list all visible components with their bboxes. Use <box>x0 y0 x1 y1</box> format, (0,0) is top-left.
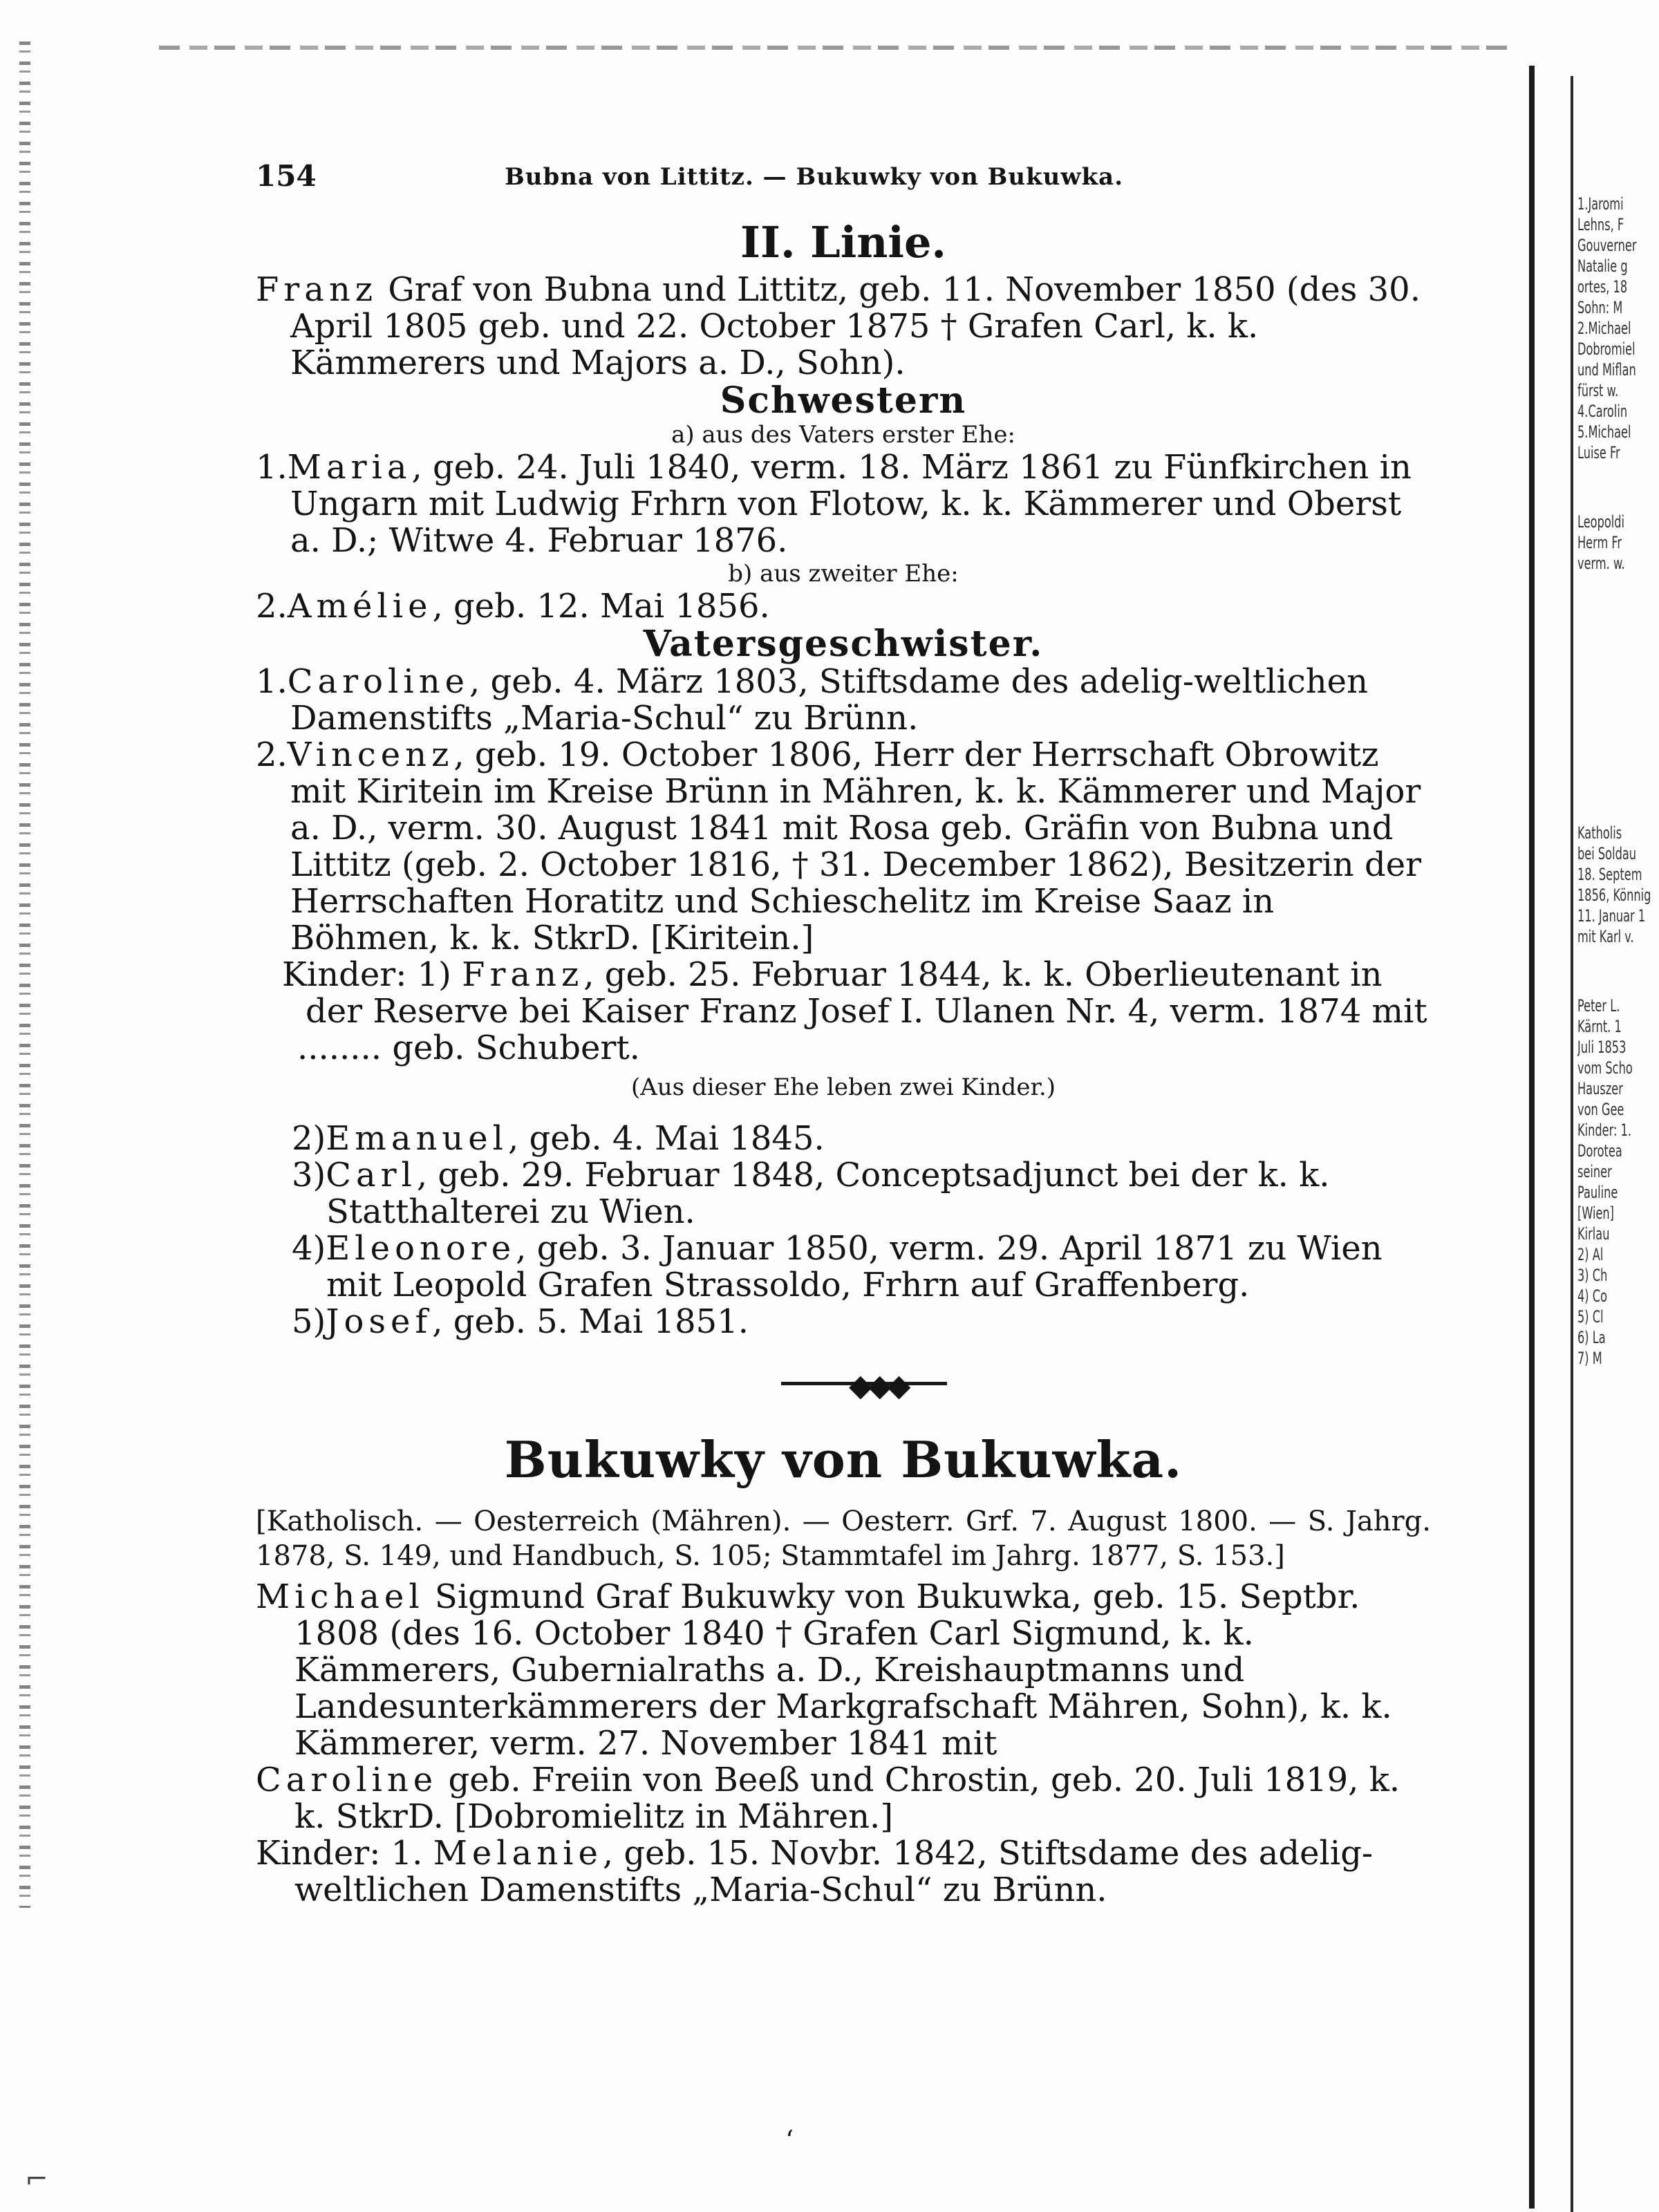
child-number: 3) <box>292 1156 326 1194</box>
section-title-line: II. Linie. <box>740 217 946 268</box>
family-title: Bukuwky von Bukuwka. <box>504 1430 1183 1489</box>
facing-page-line: Lehns, F <box>1577 215 1624 234</box>
child-number: 2) <box>292 1119 326 1158</box>
facing-page-line: verm. w. <box>1577 554 1625 573</box>
head-text: Sigmund Graf Bukuwky von Bukuwka, geb. 15. Septbr. 1808 (des 16. October 1840 † Grafen Carl Sigmund, k. k. Kämmerers, Gubernialraths a. D., Kreishauptmanns und Landesunterkämmerers der Markgrafschaft Mähren, Sohn), k. k. Kämmerer, verm. 27. November 1841 mit <box>294 1577 1392 1763</box>
running-header <box>256 159 1431 207</box>
scan-edge-top <box>159 46 1507 50</box>
child-text: , geb. 15. Novbr. 1842, Stiftsdame des adelig-weltlichen Damenstifts „Maria-Schul“ zu Brünn. <box>294 1834 1374 1909</box>
child-text: , geb. 5. Mai 1851. <box>432 1302 749 1341</box>
facing-page-line: 4.Carolin <box>1577 402 1628 421</box>
facing-page-line: 1856, Könnig <box>1577 885 1651 905</box>
facing-page-line: bei Soldau <box>1577 844 1637 863</box>
sister-name: Maria <box>287 448 412 487</box>
sister-entry <box>256 588 1431 625</box>
sisters-first-marriage: a) aus des Vaters erster Ehe: <box>671 421 1015 449</box>
children-label: Kinder: <box>256 1834 381 1873</box>
head-name: Franz <box>256 270 378 309</box>
facing-page-line: 11. Januar 1 <box>1577 906 1646 926</box>
sibling-name: Vincenz <box>287 735 454 774</box>
child-text: , geb. 29. Februar 1848, Conceptsadjunct bei der k. k. Statthalterei zu Wien. <box>326 1156 1330 1231</box>
child-entry <box>256 1304 1431 1340</box>
facing-page-line: Leopoldi <box>1577 512 1625 532</box>
facing-page-line: 1.Jaromi <box>1577 194 1624 214</box>
scan-edge-left <box>19 41 30 1908</box>
child-name: Eleonore <box>326 1229 516 1268</box>
facing-page-line: Herm Fr <box>1577 533 1622 552</box>
facing-page-rule <box>1571 76 1573 2212</box>
child-name: Melanie <box>433 1834 603 1873</box>
child-name: Emanuel <box>326 1119 509 1158</box>
child-name: Carl <box>326 1156 417 1194</box>
sibling-entry <box>256 737 1431 957</box>
children-label: Kinder: <box>282 955 407 994</box>
facing-page-line: 7) M <box>1577 1349 1602 1368</box>
facing-page-line: 2) Al <box>1577 1245 1604 1264</box>
facing-page-line: Katholis <box>1577 823 1622 843</box>
head-entry <box>256 1579 1431 1762</box>
children-entry <box>256 957 1431 1030</box>
child-number: 1. <box>380 1834 433 1873</box>
facing-page-line: seiner <box>1577 1162 1612 1181</box>
facing-page-line: Dorotea <box>1577 1141 1622 1161</box>
facing-page-line: Gouverner <box>1577 236 1637 255</box>
page-gutter-rule <box>1529 66 1535 2209</box>
facing-page-line: ortes, 18 <box>1577 277 1628 297</box>
facing-page-line: [Wien] <box>1577 1203 1614 1223</box>
facing-page-line: Dobromiel <box>1577 339 1635 359</box>
child-note: (Aus dieser Ehe leben zwei Kinder.) <box>630 1074 1056 1101</box>
sibling-name: Caroline <box>287 662 470 701</box>
sister-entry <box>256 449 1431 559</box>
facing-page-line: Pauline <box>1577 1183 1618 1202</box>
child-entry <box>256 1121 1431 1157</box>
facing-page-line: Kirlau <box>1577 1224 1610 1244</box>
facing-page-fragment <box>1577 194 1659 1922</box>
facing-page-lines <box>1577 194 1659 1369</box>
page-number: 154 <box>256 159 317 193</box>
child-text: , geb. 3. Januar 1850, verm. 29. April 1871 zu Wien mit Leopold Grafen Strassoldo, Frhrn auf Graffenberg. <box>326 1229 1382 1304</box>
wife-entry <box>256 1762 1431 1835</box>
sibling-number: 1. <box>256 662 288 701</box>
facing-page-line: mit Karl v. <box>1577 927 1634 946</box>
children-entry <box>256 1835 1431 1909</box>
sister-number: 1. <box>256 448 288 487</box>
paternal-siblings-heading: Vatersgeschwister. <box>643 623 1044 665</box>
corner-mark: ⌐ <box>25 2164 48 2195</box>
child-entry <box>256 1230 1431 1304</box>
sister-name: Amélie <box>287 587 433 626</box>
child-name: Josef <box>326 1302 433 1341</box>
sibling-text: , geb. 19. October 1806, Herr der Herrschaft Obrowitz mit Kiritein im Kreise Brünn in Mähren, k. k. Kämmerer und Major a. D., verm. 30. August 1841 mit Rosa geb. Gräfin von Bubna und Littitz (geb. 2. October 1816, † 31. December 1862), Besitzerin der Herrschaften Horatitz und Schieschelitz im Kreise Saaz in Böhmen, k. k. StkrD. [Kiritein.] <box>290 735 1422 957</box>
child-number: 4) <box>292 1229 326 1268</box>
facing-page-line: von Gee <box>1577 1100 1624 1119</box>
sister-text: , geb. 12. Mai 1856. <box>432 587 770 626</box>
wife-text: geb. Freiin von Beeß und Chrostin, geb. 20. Juli 1819, k. k. StkrD. [Dobromielitz in Mähren.] <box>294 1761 1400 1836</box>
footer-mark: ‘ <box>785 2125 794 2155</box>
section-divider <box>256 1340 1431 1423</box>
facing-page-line: Juli 1853 <box>1577 1038 1627 1057</box>
head-entry <box>256 272 1431 382</box>
sister-text: , geb. 24. Juli 1840, verm. 18. März 1861 zu Fünfkirchen in Ungarn mit Ludwig Frhrn von Flotow, k. k. Kämmerer und Oberst a. D.; Witwe 4. Februar 1876. <box>290 448 1412 560</box>
facing-page-line: fürst w. <box>1577 381 1619 400</box>
family-info: [Katholisch. — Oesterreich (Mähren). — Oesterr. Grf. 7. August 1800. — S. Jahrg. 1878, S. 149, und Handbuch, S. 105; Stammtafel im Jahrg. 1877, S. 153.] <box>256 1506 1431 1572</box>
facing-page-line: Hauszer <box>1577 1079 1623 1098</box>
head-text: Graf von Bubna und Littitz, geb. 11. November 1850 (des 30. April 1805 geb. und 22. October 1875 † Grafen Carl, k. k. Kämmerers und Majors a. D., Sohn). <box>290 270 1421 382</box>
child-number: 1) <box>406 955 462 994</box>
child-number: 5) <box>292 1302 326 1341</box>
head-name: Michael <box>256 1577 424 1616</box>
facing-page-line: Natalie g <box>1577 256 1628 276</box>
facing-page-line: Sohn: M <box>1577 298 1623 317</box>
facing-page-line: 2.Michael <box>1577 319 1631 338</box>
wife-name: Caroline <box>256 1761 438 1799</box>
running-title: Bubna von Littitz. — Bukuwky von Bukuwka. <box>505 163 1124 191</box>
sisters-heading: Schwestern <box>720 379 967 422</box>
child-name: Franz <box>462 955 584 994</box>
facing-page-line: 6) La <box>1577 1328 1606 1347</box>
facing-page-line: 18. Septem <box>1577 865 1642 884</box>
child-text: , geb. 4. Mai 1845. <box>508 1119 825 1158</box>
facing-page-line: 5) Cl <box>1577 1307 1604 1327</box>
child-entry <box>256 1157 1431 1230</box>
facing-page-line: 3) Ch <box>1577 1266 1608 1285</box>
divider-ornament-icon: ◆◆◆ <box>849 1368 907 1403</box>
page-content <box>256 159 1431 1909</box>
sister-number: 2. <box>256 587 288 626</box>
facing-page-line: Peter L. <box>1577 996 1620 1015</box>
child-text: , geb. 25. Februar 1844, k. k. Oberlieutenant in der Reserve bei Kaiser Franz Josef I. Ulanen Nr. 4, verm. 1874 mit <box>306 955 1427 1031</box>
facing-page-line: Kinder: 1. <box>1577 1121 1632 1140</box>
sibling-number: 2. <box>256 735 288 774</box>
facing-page-line: 4) Co <box>1577 1286 1607 1306</box>
facing-page-line: vom Scho <box>1577 1058 1633 1078</box>
facing-page-line: und Miflan <box>1577 360 1636 379</box>
sisters-second-marriage: b) aus zweiter Ehe: <box>728 560 959 588</box>
sibling-text: , geb. 4. März 1803, Stiftsdame des adelig-weltlichen Damenstifts „Maria-Schul“ zu Brünn. <box>290 662 1368 738</box>
sibling-entry <box>256 664 1431 737</box>
facing-page-line: Luise Fr <box>1577 443 1620 462</box>
child-spouse: ........ geb. Schubert. <box>297 1029 640 1067</box>
facing-page-line: Kärnt. 1 <box>1577 1017 1622 1036</box>
facing-page-line: 5.Michael <box>1577 422 1631 442</box>
